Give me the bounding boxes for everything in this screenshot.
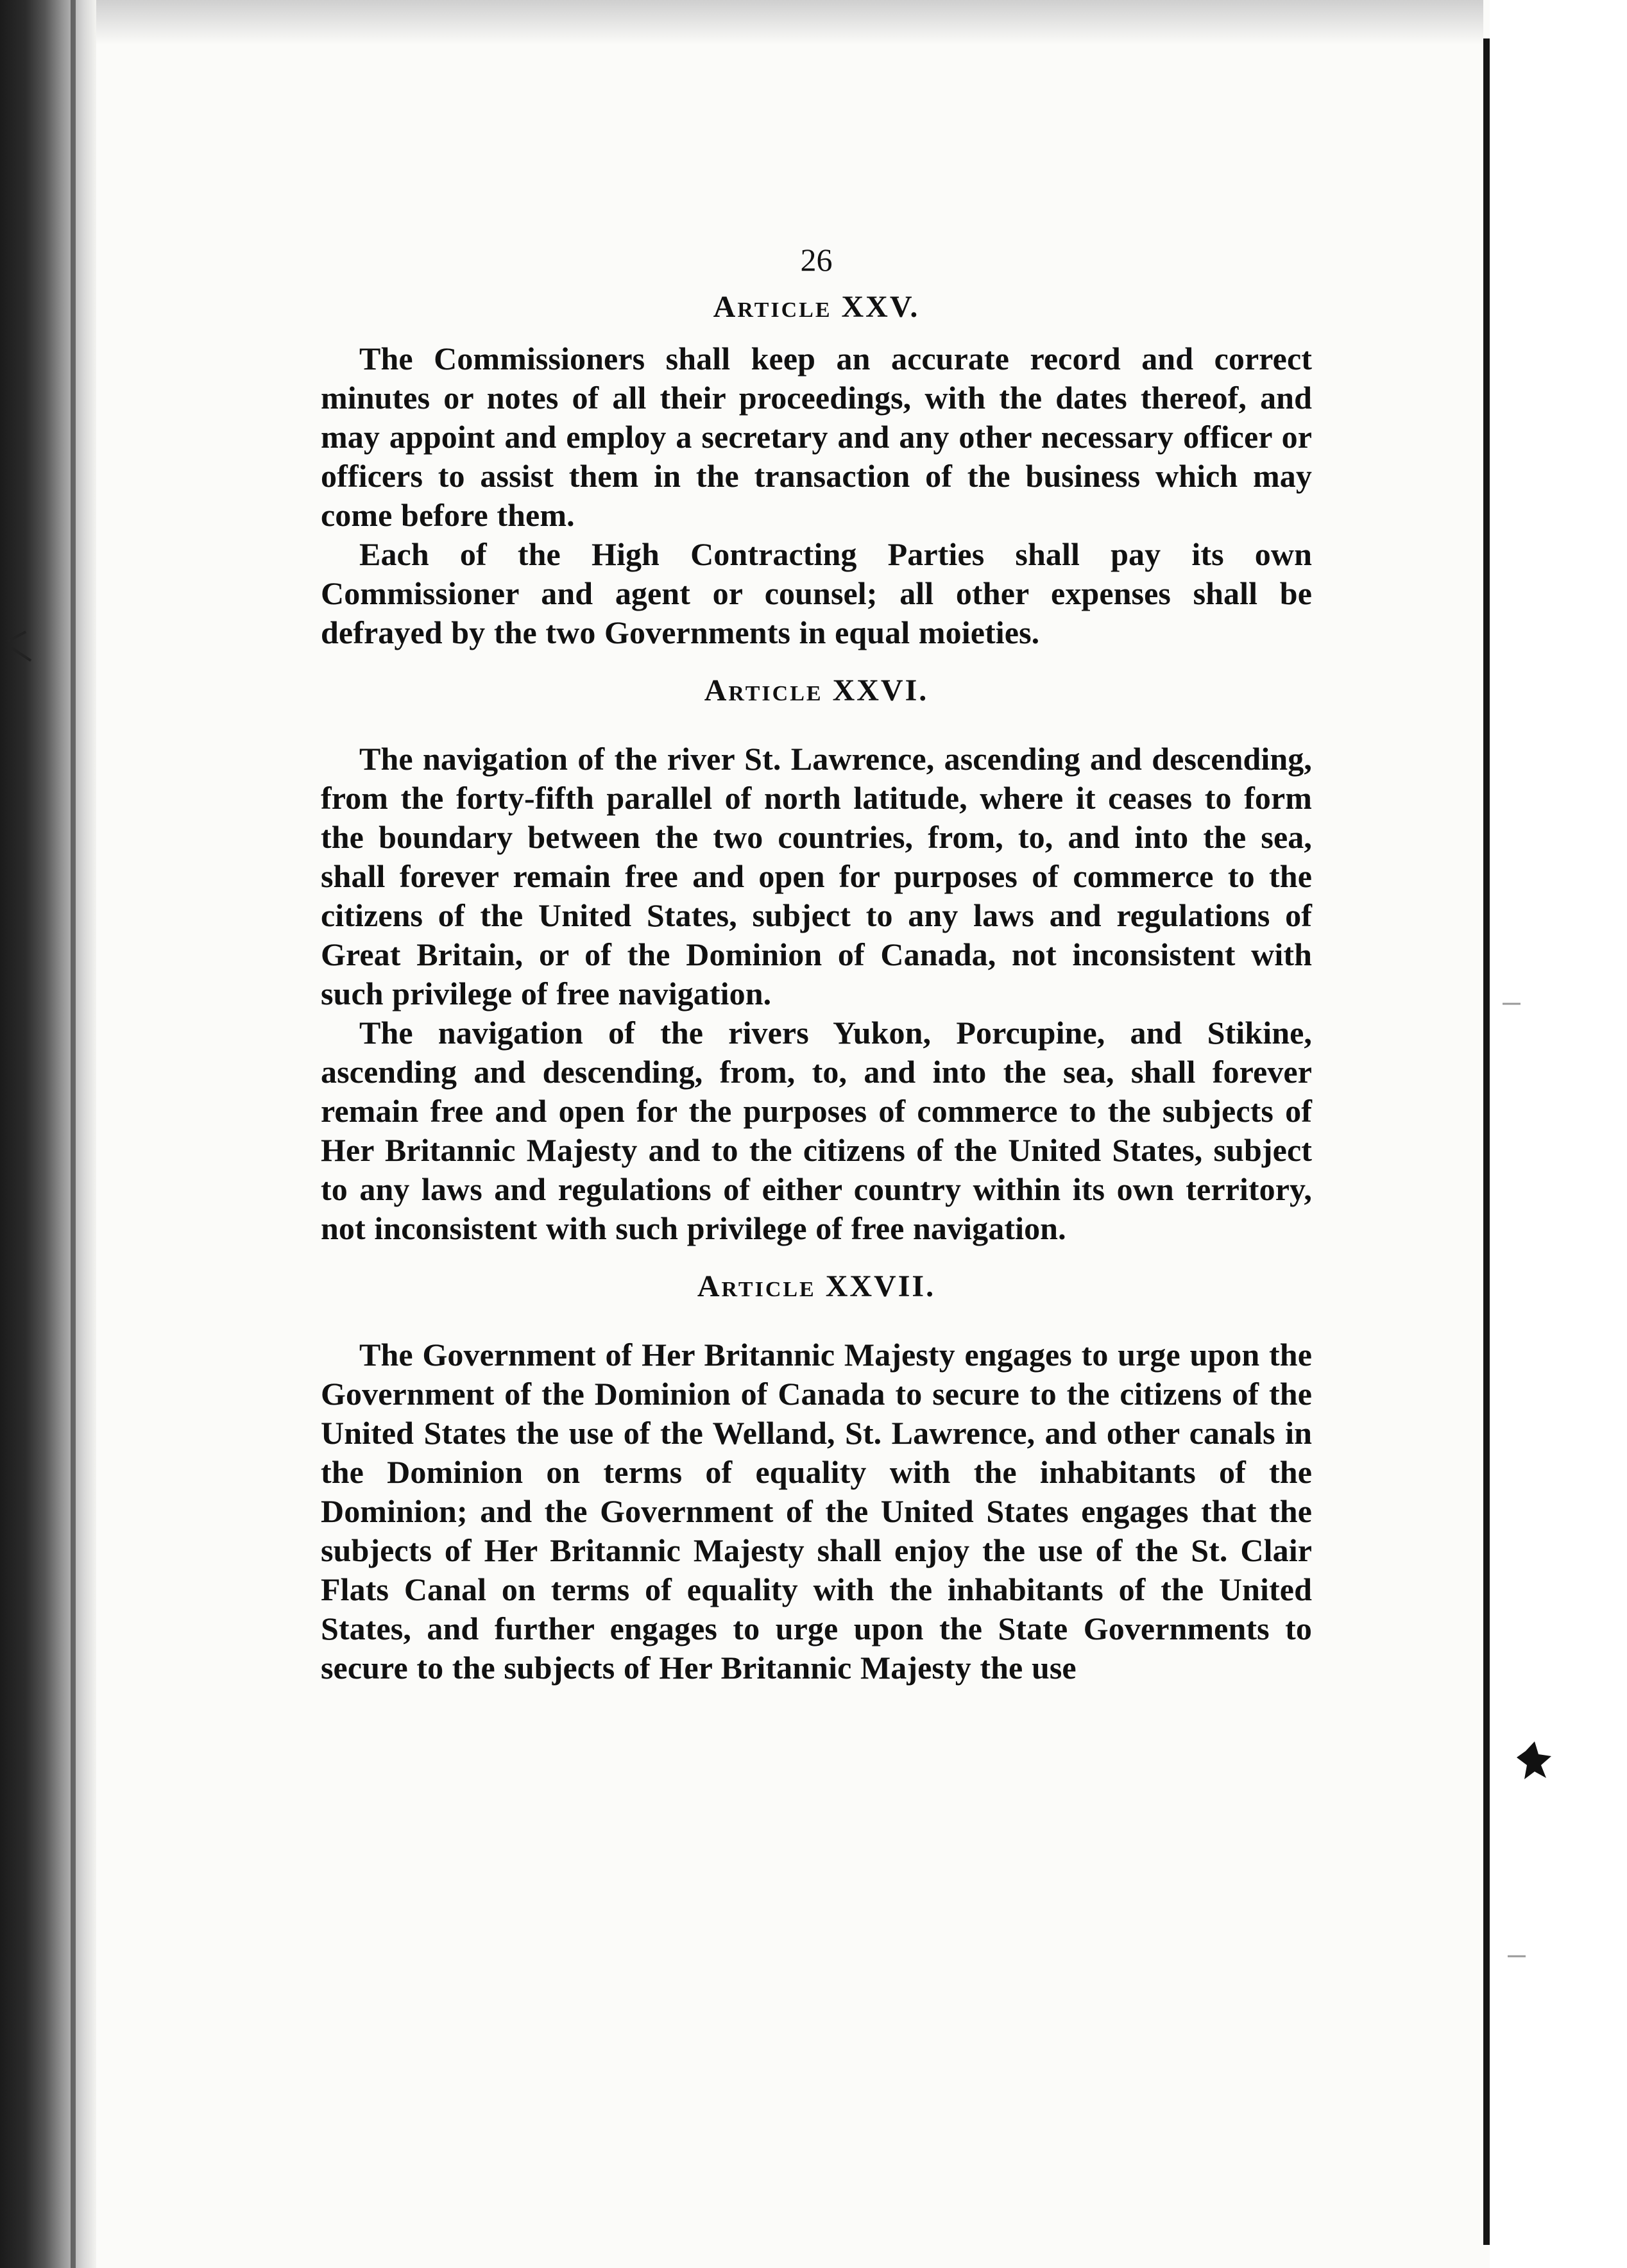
article-paragraph: The Government of Her Britannic Majesty engages to urge upon the Government of the Dominion of Canada to secure to the citizens of the United States the use of the Welland, St. Lawrence, and other canals in the Dominion on terms of equality with the inhabitants of the Dominion; and the Government of the United States engages that the subjects of Her Britannic Majesty shall enjoy the use of the St. Clair Flats Canal on terms of equality with the inhabitants of the United States, and further engages to urge upon the State Governments to secure to the subjects of Her Britannic Majesty the use bbox=[321, 1337, 1312, 1686]
scan-top-shadow bbox=[96, 0, 1483, 45]
article-xxvii bbox=[321, 1267, 1312, 1688]
article-paragraph: The navigation of the river St. Lawrence, ascending and descending, from the forty-fifth parallel of north latitude, where it ceases to form the boundary between the two countries, from, to, and into the sea, shall forever remain free and open for purposes of commerce to the citizens of the United States, subject to any laws and regulations of Great Britain, or of the Dominion of Canada, not inconsistent with such privilege of free navigation. bbox=[321, 741, 1312, 1011]
page-content bbox=[321, 241, 1312, 1688]
binding-edge-line bbox=[71, 0, 76, 2268]
article-heading: Article XXVII. bbox=[697, 1269, 936, 1303]
article-paragraph: The navigation of the rivers Yukon, Porcupine, and Stikine, ascending and descending, from, to, and into the sea, shall forever remain free and open for the purposes of commerce to the subjects of Her Britannic Majesty and to the citizens of the United States, subject to any laws and regulations of either country within its own territory, not inconsistent with such privilege of free navigation. bbox=[321, 1015, 1312, 1246]
scan-right-margin bbox=[1490, 0, 1627, 2268]
article-paragraph: The Commissioners shall keep an accurate record and correct minutes or notes of all their proceedings, with the dates thereof, and may appoint and employ a secretary and any other necessary officer or officers to assist them in the transaction of the business which may come before them. bbox=[321, 341, 1312, 533]
article-xxvi bbox=[321, 672, 1312, 1248]
article-heading: Article XXV. bbox=[713, 290, 920, 324]
article-heading: Article XXVI. bbox=[704, 673, 929, 707]
article-paragraph: Each of the High Contracting Parties shall pay its own Commissioner and agent or counsel; all other expenses shall be defrayed by the two Governments in equal moieties. bbox=[321, 536, 1312, 650]
page-right-edge bbox=[1483, 38, 1490, 2245]
page-number: 26 bbox=[800, 242, 833, 278]
article-xxv bbox=[321, 288, 1312, 652]
binding-edge-shadow bbox=[0, 0, 96, 2268]
